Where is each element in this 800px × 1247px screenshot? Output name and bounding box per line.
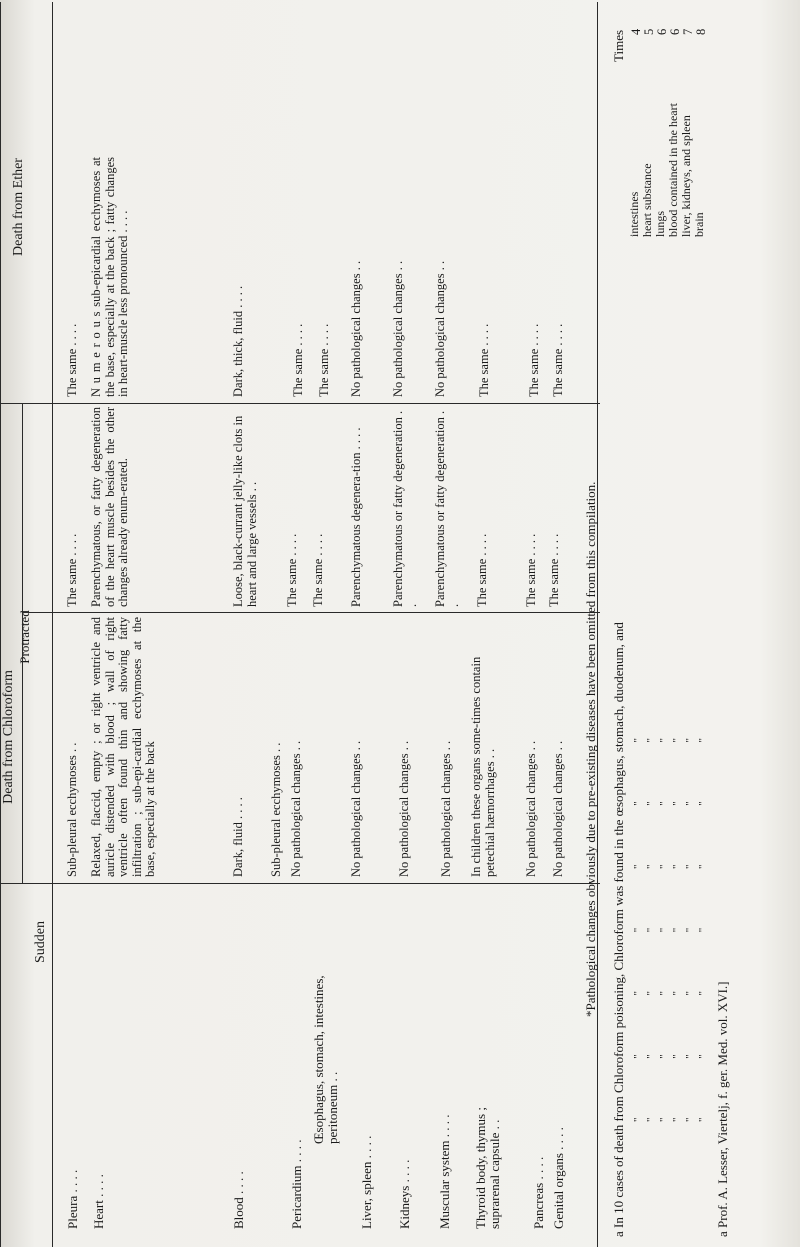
header-protracted: Protracted [17, 610, 32, 664]
header-death-from-chloroform: Death from Chloroform [1, 670, 16, 804]
rule-col-3 [0, 403, 600, 404]
ether-pleura: The same . . . . [65, 323, 79, 397]
ether-kidneys: No pathological changes . . [391, 260, 405, 397]
rule-col-2 [22, 612, 600, 613]
protracted-blood: Loose, black-currant jelly-like clots in heart and large vessels . . [231, 415, 259, 607]
ditto-row: " " " " " " " [658, 710, 670, 1122]
sudden-pancreas: No pathological changes . . [524, 740, 538, 877]
sudden-pericardium: Sub-pleural ecchymoses . . [269, 742, 283, 877]
organ-pleura: Pleura . . . . [65, 1169, 80, 1229]
footnote-a-intro: a In 10 cases of death from Chloroform poisoning, Chloroform was found in the œsophagus, stomach, duodenum, and [611, 622, 626, 1237]
ether-oesophagus: The same . . . . [317, 323, 331, 397]
rule-col-1 [0, 883, 600, 884]
organ-list-item: lungs [653, 210, 667, 237]
sudden-oesophagus: No pathological changes . . [289, 740, 303, 877]
protracted-oesophagus: The same . . . . [311, 533, 325, 607]
ditto-row: " " " " " " " [697, 710, 709, 1122]
protracted-pancreas: The same . . . . [524, 533, 538, 607]
sudden-heart: Relaxed, flaccid, empty ; or right ventricle and auricle distended with blood ; wall of right ventricle often found thin and showing fatty infiltration ; sub-epi-cardial ecchymoses at the base, especially at the back [89, 617, 157, 877]
organ-list-item: intestines [627, 191, 641, 237]
protracted-liver: Parenchymatous degenera-tion . . . . [349, 427, 363, 607]
rule-header-top [0, 2, 1, 1247]
sudden-muscular: No pathological changes . . [439, 740, 453, 877]
footnote-times-values [630, 29, 708, 35]
sudden-blood: Dark, fluid . . . . [231, 797, 245, 877]
times-value: 4 [629, 28, 643, 35]
sudden-kidneys: No pathological changes . . [397, 740, 411, 877]
organ-thyroid: Thyroid body, thymus ; suprarenal capsule . . [473, 1107, 502, 1229]
organ-list-item: blood contained in the heart [666, 103, 680, 237]
protracted-pericardium: The same . . . . [285, 533, 299, 607]
ditto-row: " " " " " " " [684, 710, 696, 1122]
organ-heart: Heart . . . . [91, 1174, 106, 1229]
protracted-muscular: Parenchymatous or fatty degeneration . . [433, 410, 461, 607]
ether-muscular: No pathological changes . . [433, 260, 447, 397]
organ-oesophagus: Œsophagus, stomach, intestines, peritoneum . . [311, 975, 340, 1144]
organ-list-item: brain [692, 212, 706, 237]
ether-thyroid: The same . . . . [477, 323, 491, 397]
ditto-row: " " " " " " " [632, 710, 644, 1122]
ditto-row: " " " " " " " [645, 710, 657, 1122]
header-sudden: Sudden [33, 921, 48, 963]
footnote-a-source: a Prof. A. Lesser, Viertelj, f. ger. Med. vol. XVI.] [715, 981, 730, 1237]
rule-header-bottom [52, 2, 53, 1247]
organ-liver-spleen: Liver, spleen . . . . [359, 1135, 374, 1229]
footnote-times-label: Times [611, 29, 626, 62]
protracted-genital: The same . . . . [547, 533, 561, 607]
organ-genital: Genital organs . . . . [551, 1127, 566, 1229]
protracted-pleura: The same . . . . [65, 533, 79, 607]
header-death-from-ether: Death from Ether [11, 158, 26, 256]
ether-liver: No pathological changes . . [349, 260, 363, 397]
footnote-pathological: *Pathological changes obviously due to pre-existing diseases have been omitted from this compilation. [583, 481, 598, 1017]
sudden-genital: No pathological changes . . [551, 740, 565, 877]
sudden-pleura: Sub-pleural ecchymoses . . [65, 742, 79, 877]
ditto-row: " " " " " " " [671, 710, 683, 1122]
organ-pancreas: Pancreas . . . . [531, 1156, 546, 1229]
times-value: 6 [655, 28, 669, 35]
organ-list-item: liver, kidneys, and spleen [679, 115, 693, 237]
organ-kidneys: Kidneys . . . . [397, 1159, 412, 1229]
ether-blood: Dark, thick, fluid . . . . [231, 285, 245, 397]
ether-pericardium: The same . . . . [291, 323, 305, 397]
rule-chloroform-split [22, 404, 23, 884]
protracted-heart: Parenchymatous, or fatty degeneration of the heart muscle besides the other changes already enum-erated. [89, 407, 130, 607]
protracted-thyroid: The same . . . . [475, 533, 489, 607]
times-value: 8 [694, 28, 708, 35]
organ-list-item: heart substance [640, 163, 654, 237]
ether-genital: The same . . . . [551, 323, 565, 397]
footnote-organ-list [628, 103, 706, 237]
ether-heart: N u m e r o u s sub-epicardial ecchymoses at the base, especially at the back ; fatty changes in heart-muscle less pronounced . . . . [89, 157, 130, 397]
times-value: 7 [681, 28, 695, 35]
organ-muscular-system: Muscular system . . . . [437, 1114, 452, 1229]
footnote-dittos [632, 710, 710, 1122]
times-value: 5 [642, 28, 656, 35]
ether-pancreas: The same . . . . [527, 323, 541, 397]
times-value: 6 [668, 28, 682, 35]
protracted-kidneys: Parenchymatous or fatty degeneration . . [391, 410, 419, 607]
organ-blood: Blood . . . . [231, 1171, 246, 1229]
sudden-thyroid: In children these organs some-times contain petechial hæmorrhages . . [469, 656, 497, 877]
organ-pericardium: Pericardium . . . . [289, 1139, 304, 1229]
sudden-liver: No pathological changes . . [349, 740, 363, 877]
